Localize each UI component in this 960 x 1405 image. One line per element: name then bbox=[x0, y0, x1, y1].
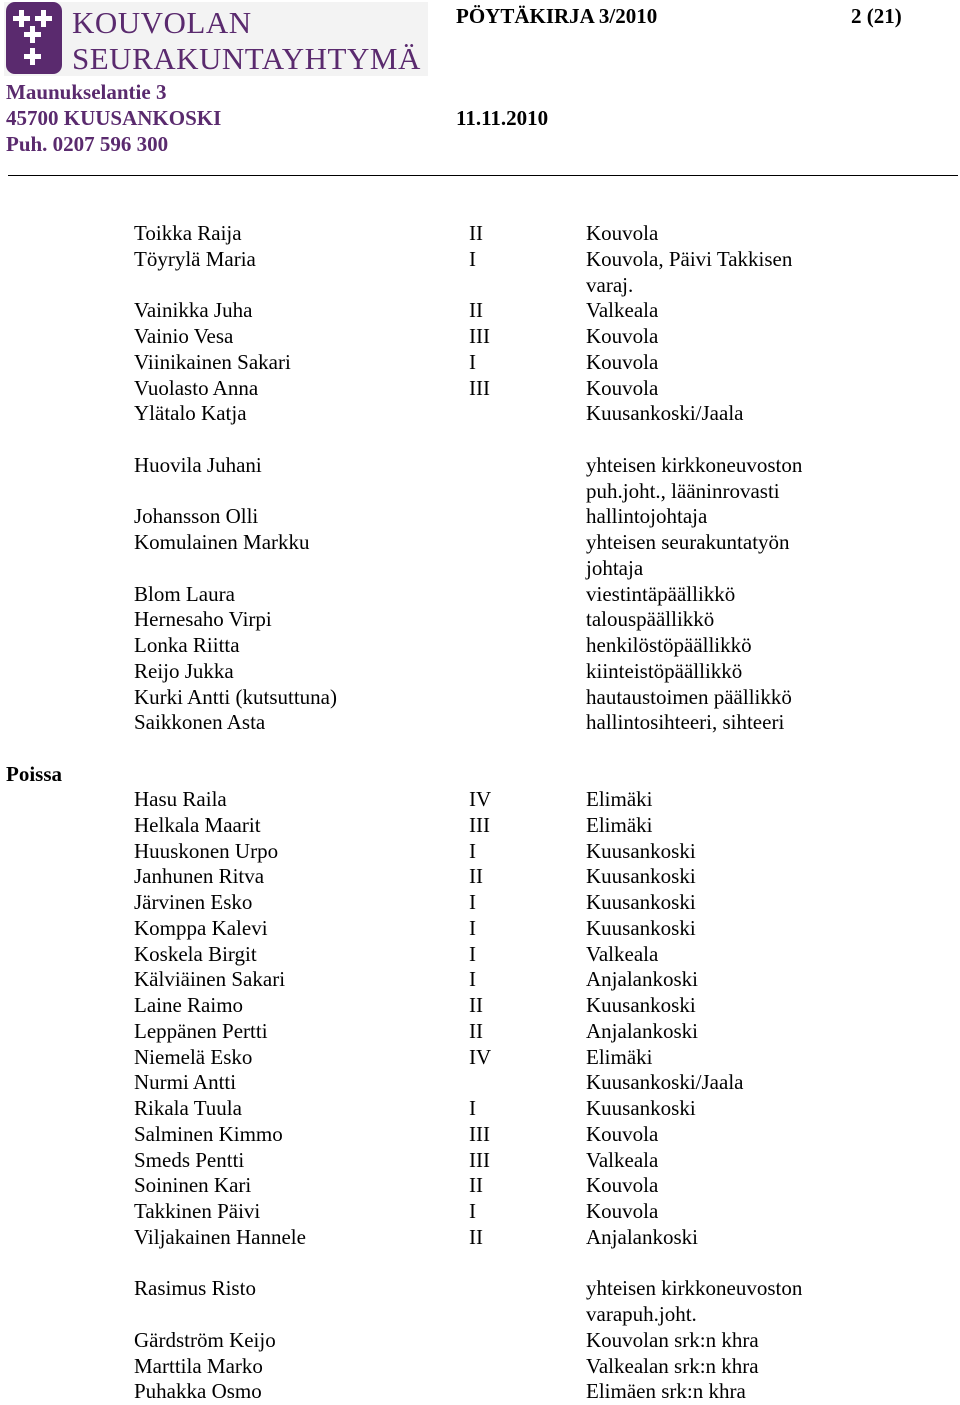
attendee-location-or-role: Kuusankoski bbox=[586, 890, 696, 914]
attendee-location-or-role: talouspäällikkö bbox=[586, 607, 715, 632]
attendee-row bbox=[0, 916, 960, 942]
attendee-location-or-role: Kuusankoski/Jaala bbox=[586, 401, 744, 426]
attendee-location-or-role: hallintojohtaja bbox=[586, 504, 708, 529]
attendee-name: Vuolasto Anna bbox=[134, 375, 259, 400]
attendee-group: III bbox=[469, 1147, 490, 1172]
attendee-name: Toikka Raija bbox=[134, 221, 242, 245]
attendee-name: Leppänen Pertti bbox=[134, 1018, 268, 1043]
attendee-row bbox=[0, 1379, 960, 1405]
attendee-row bbox=[0, 1354, 960, 1380]
attendee-row bbox=[0, 993, 960, 1019]
church-crosses-logo-icon bbox=[6, 2, 62, 74]
attendee-group: II bbox=[469, 1018, 483, 1043]
attendee-name: Huovila Juhani bbox=[134, 452, 262, 477]
attendee-name: Viinikainen Sakari bbox=[134, 349, 291, 374]
attendee-location-or-role: Kouvola bbox=[586, 1173, 659, 1198]
attendee-name: Gärdström Keijo bbox=[134, 1327, 276, 1352]
attendee-row bbox=[0, 1276, 960, 1302]
attendee-row bbox=[0, 607, 960, 633]
attendee-group: II bbox=[469, 1173, 483, 1198]
attendee-location-or-role: hautaustoimen päällikkö bbox=[586, 684, 792, 709]
attendee-row bbox=[0, 1045, 960, 1071]
absent-section-label: Poissa bbox=[6, 762, 63, 786]
attendee-row bbox=[0, 1096, 960, 1122]
attendee-group: III bbox=[469, 375, 490, 400]
attendee-name: Vainikka Juha bbox=[134, 298, 253, 323]
attendee-group: IV bbox=[469, 1044, 492, 1069]
attendee-row bbox=[0, 1173, 960, 1199]
attendee-row bbox=[0, 1070, 960, 1096]
attendee-row bbox=[0, 530, 960, 556]
attendee-name: Puhakka Osmo bbox=[134, 1379, 262, 1404]
attendee-location-or-role: yhteisen kirkkoneuvoston bbox=[586, 1276, 803, 1301]
attendee-location-or-role: varaj. bbox=[586, 272, 634, 297]
attendee-row bbox=[0, 685, 960, 711]
attendee-group: II bbox=[469, 221, 483, 245]
organization-logo bbox=[4, 2, 428, 76]
attendee-location-or-role: Kouvola bbox=[586, 349, 659, 374]
attendee-location-or-role: Elimäki bbox=[586, 787, 653, 811]
attendee-row bbox=[0, 659, 960, 685]
attendee-row bbox=[0, 890, 960, 916]
attendee-group: II bbox=[469, 1224, 483, 1249]
attendee-row bbox=[0, 298, 960, 324]
attendee-name: Johansson Olli bbox=[134, 504, 259, 529]
header-divider bbox=[8, 175, 958, 176]
attendee-row bbox=[0, 1302, 960, 1328]
attendee-location-or-role: Kuusankoski/Jaala bbox=[586, 1070, 744, 1095]
attendee-location-or-role: Kouvolan srk:n khra bbox=[586, 1327, 759, 1352]
attendee-name: Lonka Riitta bbox=[134, 633, 240, 657]
attendee-row bbox=[0, 1225, 960, 1251]
attendee-location-or-role: Kouvola bbox=[586, 324, 659, 348]
attendee-name: Rikala Tuula bbox=[134, 1096, 242, 1120]
attendee-location-or-role: yhteisen seurakuntatyön bbox=[586, 530, 790, 554]
phone-number: Puh. 0207 596 300 bbox=[6, 132, 169, 156]
address-street: Maunukselantie 3 bbox=[6, 80, 167, 104]
attendee-name: Salminen Kimmo bbox=[134, 1121, 283, 1146]
attendee-row bbox=[0, 350, 960, 376]
attendee-name: Saikkonen Asta bbox=[134, 710, 266, 735]
attendee-location-or-role: yhteisen kirkkoneuvoston bbox=[586, 452, 803, 477]
attendee-name: Smeds Pentti bbox=[134, 1147, 245, 1172]
attendee-name: Helkala Maarit bbox=[134, 812, 261, 837]
attendee-row bbox=[0, 942, 960, 968]
attendee-name: Kälviäinen Sakari bbox=[134, 967, 286, 992]
attendee-name: Komulainen Markku bbox=[134, 530, 310, 554]
attendee-name: Hernesaho Virpi bbox=[134, 607, 272, 632]
attendee-location-or-role: Elimäen srk:n khra bbox=[586, 1379, 746, 1404]
attendee-name: Hasu Raila bbox=[134, 787, 227, 811]
attendee-name: Järvinen Esko bbox=[134, 890, 253, 914]
attendee-location-or-role: varapuh.joht. bbox=[586, 1302, 697, 1326]
attendee-row bbox=[0, 787, 960, 813]
attendee-location-or-role: Kouvola bbox=[586, 1199, 659, 1223]
attendee-location-or-role: kiinteistöpäällikkö bbox=[586, 658, 743, 683]
attendee-name: Kurki Antti (kutsuttuna) bbox=[134, 684, 337, 709]
attendee-location-or-role: viestintäpäällikkö bbox=[586, 581, 736, 606]
attendee-row bbox=[0, 401, 960, 427]
attendee-location-or-role: Kuusankoski bbox=[586, 915, 696, 940]
attendee-group: I bbox=[469, 246, 476, 271]
attendee-group: I bbox=[469, 967, 476, 992]
attendee-location-or-role: Kouvola bbox=[586, 1121, 659, 1146]
attendee-group: I bbox=[469, 1199, 476, 1223]
attendee-group: II bbox=[469, 993, 483, 1017]
attendee-row bbox=[0, 967, 960, 993]
attendee-row bbox=[0, 504, 960, 530]
attendee-name: Ylätalo Katja bbox=[134, 401, 247, 426]
attendee-location-or-role: johtaja bbox=[586, 555, 644, 580]
attendee-name: Viljakainen Hannele bbox=[134, 1224, 306, 1249]
attendee-group: IV bbox=[469, 787, 492, 811]
attendee-location-or-role: Valkeala bbox=[586, 298, 659, 323]
attendee-location-or-role: Valkeala bbox=[586, 941, 659, 966]
attendee-location-or-role: Anjalankoski bbox=[586, 967, 698, 992]
attendee-group: II bbox=[469, 298, 483, 323]
attendee-location-or-role: Kuusankoski bbox=[586, 864, 696, 889]
attendee-name: Koskela Birgit bbox=[134, 941, 257, 966]
attendee-location-or-role: hallintosihteeri, sihteeri bbox=[586, 710, 785, 735]
attendee-name: Laine Raimo bbox=[134, 993, 244, 1017]
attendee-group: III bbox=[469, 812, 490, 837]
attendee-group: I bbox=[469, 941, 476, 966]
attendee-name: Takkinen Päivi bbox=[134, 1199, 261, 1223]
attendee-name: Reijo Jukka bbox=[134, 658, 234, 683]
attendee-row bbox=[0, 273, 960, 299]
attendee-group: I bbox=[469, 838, 476, 863]
attendee-row bbox=[0, 1199, 960, 1225]
attendee-group: I bbox=[469, 1096, 476, 1120]
attendee-name: Vainio Vesa bbox=[134, 324, 234, 348]
attendee-location-or-role: Kouvola, Päivi Takkisen bbox=[586, 246, 793, 271]
attendee-name: Soininen Kari bbox=[134, 1173, 252, 1198]
address-city: 45700 KUUSANKOSKI bbox=[6, 106, 222, 130]
attendee-row bbox=[0, 582, 960, 608]
attendee-row bbox=[0, 633, 960, 659]
attendee-row bbox=[0, 839, 960, 865]
attendee-row bbox=[0, 1328, 960, 1354]
attendee-group: I bbox=[469, 890, 476, 914]
attendee-group: III bbox=[469, 324, 490, 348]
document-title: PÖYTÄKIRJA 3/2010 bbox=[456, 4, 658, 28]
attendee-row bbox=[0, 453, 960, 479]
attendee-location-or-role: Kouvola bbox=[586, 221, 659, 245]
attendee-row bbox=[0, 813, 960, 839]
logo-org-name-line1: KOUVOLAN bbox=[72, 5, 252, 40]
attendee-location-or-role: Elimäki bbox=[586, 1044, 653, 1069]
attendee-row bbox=[0, 221, 960, 247]
attendee-location-or-role: Kouvola bbox=[586, 375, 659, 400]
attendee-location-or-role: Anjalankoski bbox=[586, 1224, 698, 1249]
attendee-name: Komppa Kalevi bbox=[134, 915, 268, 940]
attendee-row bbox=[0, 376, 960, 402]
attendee-location-or-role: Elimäki bbox=[586, 812, 653, 837]
attendee-location-or-role: Valkeala bbox=[586, 1147, 659, 1172]
attendee-row bbox=[0, 1148, 960, 1174]
attendee-row bbox=[0, 710, 960, 736]
attendee-group: I bbox=[469, 915, 476, 940]
attendee-row bbox=[0, 479, 960, 505]
attendee-name: Töyrylä Maria bbox=[134, 246, 256, 271]
attendee-location-or-role: Kuusankoski bbox=[586, 993, 696, 1017]
meeting-date: 11.11.2010 bbox=[456, 106, 549, 130]
attendee-location-or-role: Kuusankoski bbox=[586, 1096, 696, 1120]
attendee-name: Marttila Marko bbox=[134, 1353, 263, 1378]
attendee-group: III bbox=[469, 1121, 490, 1146]
attendee-location-or-role: puh.joht., lääninrovasti bbox=[586, 478, 780, 503]
attendee-location-or-role: Valkealan srk:n khra bbox=[586, 1353, 759, 1378]
attendee-group: II bbox=[469, 864, 483, 889]
logo-org-name-line2: SEURAKUNTAYHTYMÄ bbox=[72, 41, 421, 76]
attendee-name: Blom Laura bbox=[134, 581, 235, 606]
attendee-row bbox=[0, 556, 960, 582]
attendee-name: Niemelä Esko bbox=[134, 1044, 253, 1069]
attendee-row bbox=[0, 324, 960, 350]
attendee-name: Huuskonen Urpo bbox=[134, 838, 279, 863]
attendee-row bbox=[0, 864, 960, 890]
attendee-row bbox=[0, 247, 960, 273]
attendee-location-or-role: henkilöstöpäällikkö bbox=[586, 633, 752, 657]
attendee-group: I bbox=[469, 349, 476, 374]
attendee-name: Nurmi Antti bbox=[134, 1070, 237, 1095]
attendee-row bbox=[0, 1019, 960, 1045]
attendee-location-or-role: Kuusankoski bbox=[586, 838, 696, 863]
attendee-row bbox=[0, 1122, 960, 1148]
attendee-name: Janhunen Ritva bbox=[134, 864, 265, 889]
attendee-location-or-role: Anjalankoski bbox=[586, 1018, 698, 1043]
page-number: 2 (21) bbox=[851, 4, 902, 28]
attendee-name: Rasimus Risto bbox=[134, 1276, 256, 1301]
